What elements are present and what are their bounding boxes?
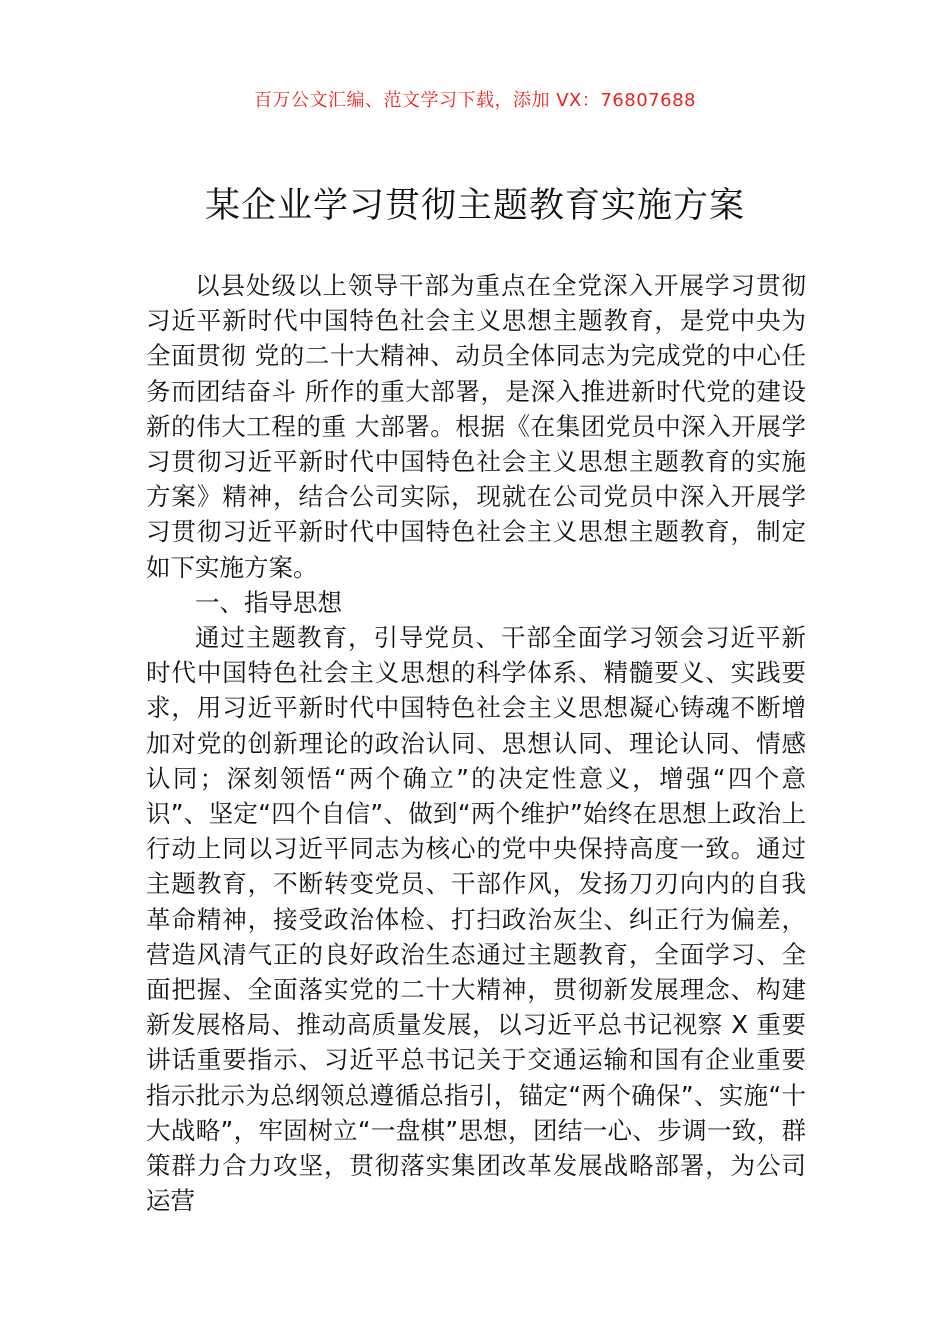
watermark-header: 百万公文汇编、范文学习下载，添加 VX：76807688 <box>254 90 696 111</box>
intro-paragraph: 以县处级以上领导干部为重点在全党深入开展学习贯彻习近平新时代中国特色社会主义思想主题教育，是党中央为全面贯彻 党的二十大精神、动员全体同志为完成党的中心任务而团结奋斗 所作的重大部署，是深入推进新时代党的建设新的伟大工程的重 大部署。根据《在集团党员中深入开展学习贯彻习近平新时代中国特色社会主义思想主题教育的实施方案》精神，结合公司实际，现就在公司党员中深入开展学习贯彻习近平新时代中国特色社会主义思想主题教育，制定如下实施方案。 <box>146 271 806 582</box>
document-body <box>146 268 806 1218</box>
section-heading-guiding-ideology: 一、指导思想 <box>195 587 342 617</box>
document-title: 某企业学习贯彻主题教育实施方案 <box>204 186 745 226</box>
guiding-ideology-paragraph: 通过主题教育，引导党员、干部全面学习领会习近平新时代中国特色社会主义思想的科学体系、精髓要义、实践要求，用习近平新时代中国特色社会主义思想凝心铸魂不断增加对党的创新理论的政治认同、思想认同、理论认同、情感认同；深刻领悟“两个确立”的决定性意义，增强“四个意识”、坚定“四个自信”、做到“两个维护”始终在思想上政治上行动上同以习近平同志为核心的党中央保持高度一致。通过主题教育，不断转变党员、干部作风，发扬刀刃向内的自我革命精神，接受政治体检、打扫政治灰尘、纠正行为偏差，营造风清气正的良好政治生态通过主题教育，全面学习、全面把握、全面落实党的二十大精神，贯彻新发展理念、构建新发展格局、推动高质量发展，以习近平总书记视察 X 重要讲话重要指示、习近平总书记关于交通运输和国有企业重要指示批示为总纲领总遵循总指引，锚定“两个确保”、实施“十大战略”，牢固树立“一盘棋”思想，团结一心、步调一致，群策群力合力攻坚，贯彻落实集团改革发展战略部署，为公司运营 <box>146 623 806 1216</box>
